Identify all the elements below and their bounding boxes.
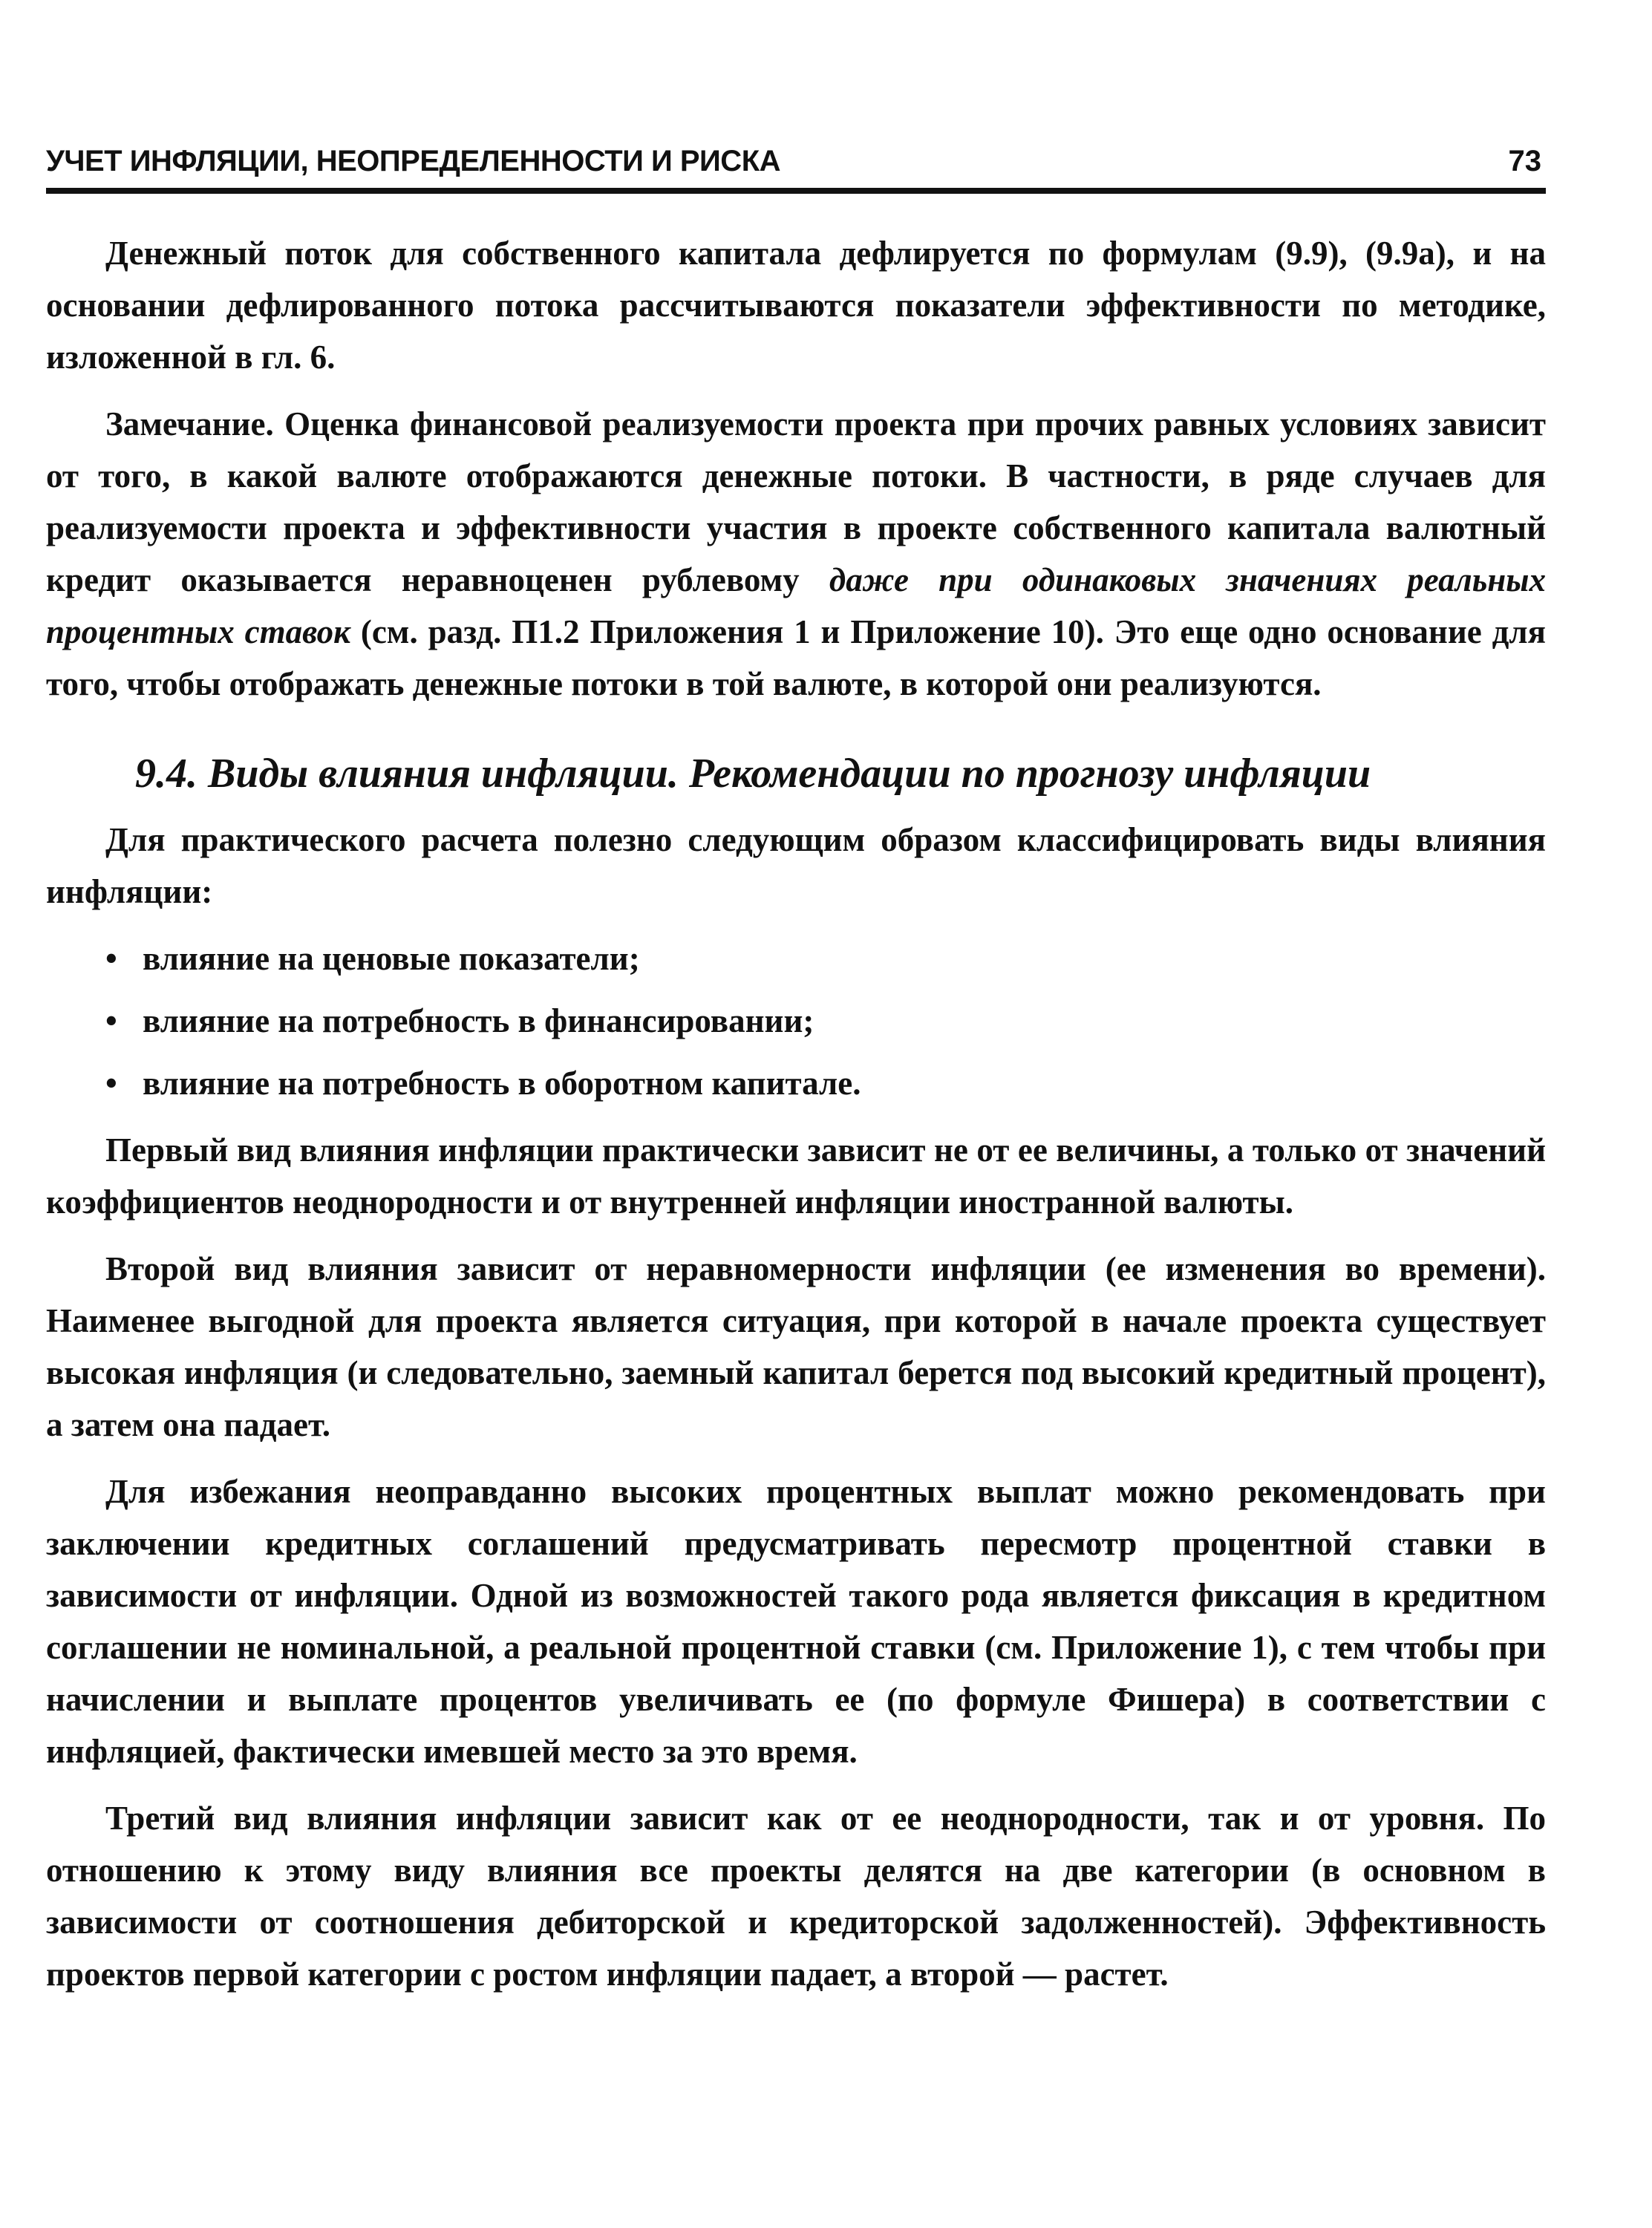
paragraph-second-type: Второй вид влияния зависит от неравномерности инфляции (ее изменения во времени). Наименее выгодной для проекта является ситуация, при которой в начале проекта существует высокая инфляция (и следовательно, заемный капитал берется под высокий кредитный процент), а затем она падает. — [46, 1250, 1546, 1443]
note-lead: Замечание. — [105, 405, 274, 442]
section-heading: 9.4. Виды влияния инфляции. Рекомендации по прогнозу инфляции — [135, 751, 1371, 797]
running-title: УЧЕТ ИНФЛЯЦИИ, НЕОПРЕДЕЛЕННОСТИ И РИСКА — [46, 145, 780, 177]
paragraph-classification: Для практического расчета полезно следующим образом классифицировать виды влияния инфляции: — [46, 821, 1546, 910]
note-italic-phrase: даже при одинаковых значениях реальных процентных ставок — [46, 561, 1547, 650]
paragraph-first-type: Первый вид влияния инфляции практически зависит не от ее величины, а только от значений коэффициентов неоднородности и от внутренней инфляции иностранной валюты. — [46, 1131, 1546, 1221]
bullet-icon: • — [105, 1002, 117, 1039]
list-item-text: влияние на потребность в финансировании; — [143, 1002, 814, 1039]
page-number: 73 — [1508, 145, 1541, 177]
paragraph-deflation: Денежный поток для собственного капитала дефлируется по формулам (9.9), (9.9а), и на основании дефлированного потока рассчитываются показатели эффективности по методике, изложенной в гл. 6. — [46, 235, 1546, 376]
running-header — [46, 145, 1546, 189]
note-text-b: (см. разд. П1.2 Приложения 1 и Приложение 10). Это еще одно основание для того, чтобы отображать денежные потоки в той валюте, в которой они реализуются. — [46, 613, 1547, 702]
document-page — [46, 0, 1546, 2228]
list-item-text: влияние на потребность в оборотном капитале. — [143, 1065, 861, 1102]
list-item — [46, 1057, 1546, 1109]
paragraph-recommendation: Для избежания неоправданно высоких процентных выплат можно рекомендовать при заключении кредитных соглашений предусматривать пересмотр процентной ставки в зависимости от инфляции. Одной из возможностей такого рода является фиксация в кредитном соглашении не номинальной, а реальной процентной ставки (см. Приложение 1), с тем чтобы при начислении и выплате процентов увеличивать ее (по формуле Фишера) в соответствии с инфляцией, фактически имевшей место за это время. — [46, 1473, 1546, 1770]
bullet-icon: • — [105, 1065, 117, 1102]
page-body — [46, 227, 1546, 2015]
influence-types-list — [46, 932, 1546, 1109]
list-item — [46, 995, 1546, 1047]
note-text-a: Оценка финансовой реализуемости проекта при прочих равных условиях зависит от того, в какой валюте отображаются денежные потоки. В частности, в ряде случаев для реализуемости проекта и эффективности участия в проекте собственного капитала валютный кредит оказывается неравноценен рублевому — [46, 405, 1547, 598]
list-item-text: влияние на ценовые показатели; — [143, 940, 640, 977]
header-rule — [46, 188, 1546, 194]
list-item — [46, 932, 1546, 984]
paragraph-note — [46, 398, 1546, 710]
bullet-icon: • — [105, 940, 117, 977]
paragraph-third-type: Третий вид влияния инфляции зависит как от ее неоднородности, так и от уровня. По отношению к этому виду влияния все проекты делятся на две категории (в основном в зависимости от соотношения дебиторской и кредиторской задолженностей). Эффективность проектов первой категории с ростом инфляции падает, а второй — растет. — [46, 1800, 1546, 1993]
